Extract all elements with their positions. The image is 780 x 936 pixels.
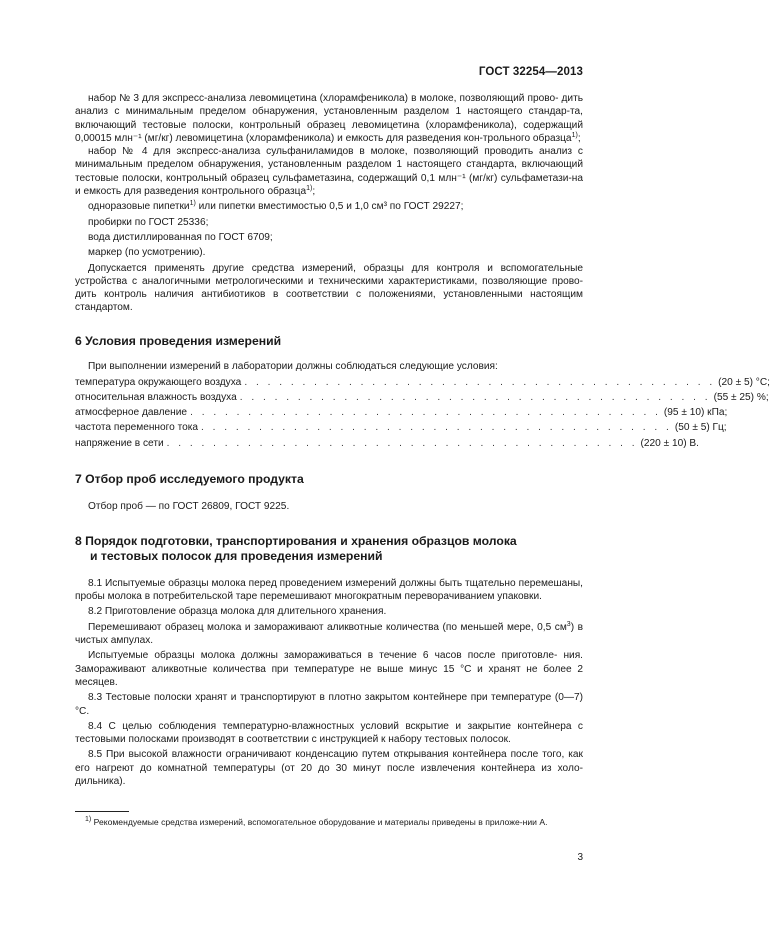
page-body	[75, 92, 770, 788]
allowance-paragraph: Допускается применять другие средства измерений, образцы для контроля и вспомогательные устройства с аналогичными метрологическими и техническими характеристиками, позволяющие прово-дить контроль наличия антибиотиков в соответствии с положениями, установленными настоящим стандартом.	[75, 262, 583, 314]
kit-4-paragraph: набор № 4 для экспресс-анализа сульфаниламидов в молоке, позволяющий проводить анализ с минимальным пределом обнаружения, установленным разделом 1 настоящего стандарта, включающий тестовые полоски, контрольный образец сульфаметазина, содержащий 0,1 млн⁻¹ (мг/кг) сульфаметази-на и емкость для разведения контрольного образца$^{1)}$;	[75, 146, 583, 198]
clause-8-2-freezing: Испытуемые образцы молока должны замораживаться в течение 6 часов после приготовле- ния. Замораживают аликвотные количества при температуре не выше минус 15 °С и хранят не более 2 месяцев.	[75, 650, 583, 688]
tubes-item: пробирки по ГОСТ 25336;	[88, 216, 209, 228]
footnote-separator	[75, 811, 129, 812]
clause-8-1: 8.1 Испытуемые образцы молока перед проведением измерений должны быть тщательно перемешаны, пробы молока в потребительской таре перемешивают многократным переворачиванием упаковки.	[75, 577, 583, 603]
sampling-text: Отбор проб — по ГОСТ 26809, ГОСТ 9225.	[88, 500, 290, 512]
clause-8-2-aliquots: Перемешивают образец молока и замораживают аликвотные количества (по меньшей мере, 0,5 $см^3$) в чистых ампулах.	[75, 620, 583, 647]
leader-dots: . . . . . . . . . . . . . . . . . . . . . . . . . . . . . . . . . . . . . . . . .	[190, 407, 661, 419]
conditions-list	[75, 376, 770, 450]
kit-3-paragraph: набор № 3 для экспресс-анализа левомицетина (хлорамфеникола) в молоке, позволяющий прово- дить анализ с минимальным пределом обнаружения, установленным разделом 1 настоящего стандар-та, включающий тестовые полоски, контрольный образец левомицетина (хлорамфеникола), содержащий 0,00015 млн⁻¹ (мг/кг) левомицетина (хлорамфеникола) и емкость для разведения кон-трольного образца$^{1)}$;	[75, 93, 583, 144]
clause-8-5: 8.5 При высокой влажности ограничивают конденсацию путем открывания контейнера после того, как его нагреют до комнатной температуры (от 20 до 30 минут после извлечения контейнера из холо-дильника).	[75, 749, 583, 787]
page-number: 3	[577, 852, 583, 863]
footnote: $^{1)}$ Рекомендуемые средства измерений, вспомогательное оборудование и материалы приведены в приложе-нии А.	[85, 816, 548, 827]
condition-row: относительная влажность воздуха . . . . . . . . . . . . . . . . . . . . . . . . . . . . . . . . . . . . . . . . . (55 ± 25) %;	[75, 391, 769, 403]
section-8-heading: 8 Порядок подготовки, транспортирования и хранения образцов молока и тестовых полосок для проведения измерений	[75, 533, 517, 564]
condition-row: температура окружающего воздуха . . . . . . . . . . . . . . . . . . . . . . . . . . . . . . . . . . . . . . . . . (20 ± 5) °С;	[75, 376, 770, 388]
clause-8-2: 8.2 Приготовление образца молока для длительного хранения.	[88, 606, 387, 618]
leader-dots: . . . . . . . . . . . . . . . . . . . . . . . . . . . . . . . . . . . . . . . . .	[239, 391, 711, 403]
condition-row: частота переменного тока . . . . . . . . . . . . . . . . . . . . . . . . . . . . . . . . . . . . . . . . . (50 ± 5) Гц;	[75, 422, 727, 434]
condition-row: атмосферное давление . . . . . . . . . . . . . . . . . . . . . . . . . . . . . . . . . . . . . . . . . (95 ± 10) кПа;	[75, 407, 728, 419]
clause-8-4: 8.4 С целью соблюдения температурно-влажностных условий вскрытие и закрытие контейнера с тестовыми полосками производят в соответствии с инструкцией к набору тестовых полосок.	[75, 720, 583, 746]
condition-row: напряжение в сети . . . . . . . . . . . . . . . . . . . . . . . . . . . . . . . . . . . . . . . . . (220 ± 10) В.	[75, 437, 699, 449]
pipettes-item: одноразовые пипетки$^{1)}$ или пипетки вместимостью 0,5 и 1,0 см³ по ГОСТ 29227;	[88, 200, 464, 213]
section-6-heading: 6 Условия проведения измерений	[75, 333, 282, 348]
conditions-intro: При выполнении измерений в лаборатории должны соблюдаться следующие условия:	[88, 361, 498, 373]
clause-8-3: 8.3 Тестовые полоски хранят и транспортируют в плотно закрытом контейнере при температуре (0—7) °С.	[75, 692, 583, 717]
leader-dots: . . . . . . . . . . . . . . . . . . . . . . . . . . . . . . . . . . . . . . . . .	[244, 376, 716, 388]
section-7-heading: 7 Отбор проб исследуемого продукта	[75, 472, 304, 487]
standard-number: ГОСТ 32254—2013	[478, 66, 583, 78]
water-item: вода дистиллированная по ГОСТ 6709;	[88, 231, 273, 243]
marker-item: маркер (по усмотрению).	[88, 247, 206, 259]
leader-dots: . . . . . . . . . . . . . . . . . . . . . . . . . . . . . . . . . . . . . . . . .	[201, 422, 672, 434]
leader-dots: . . . . . . . . . . . . . . . . . . . . . . . . . . . . . . . . . . . . . . . . .	[166, 437, 638, 449]
